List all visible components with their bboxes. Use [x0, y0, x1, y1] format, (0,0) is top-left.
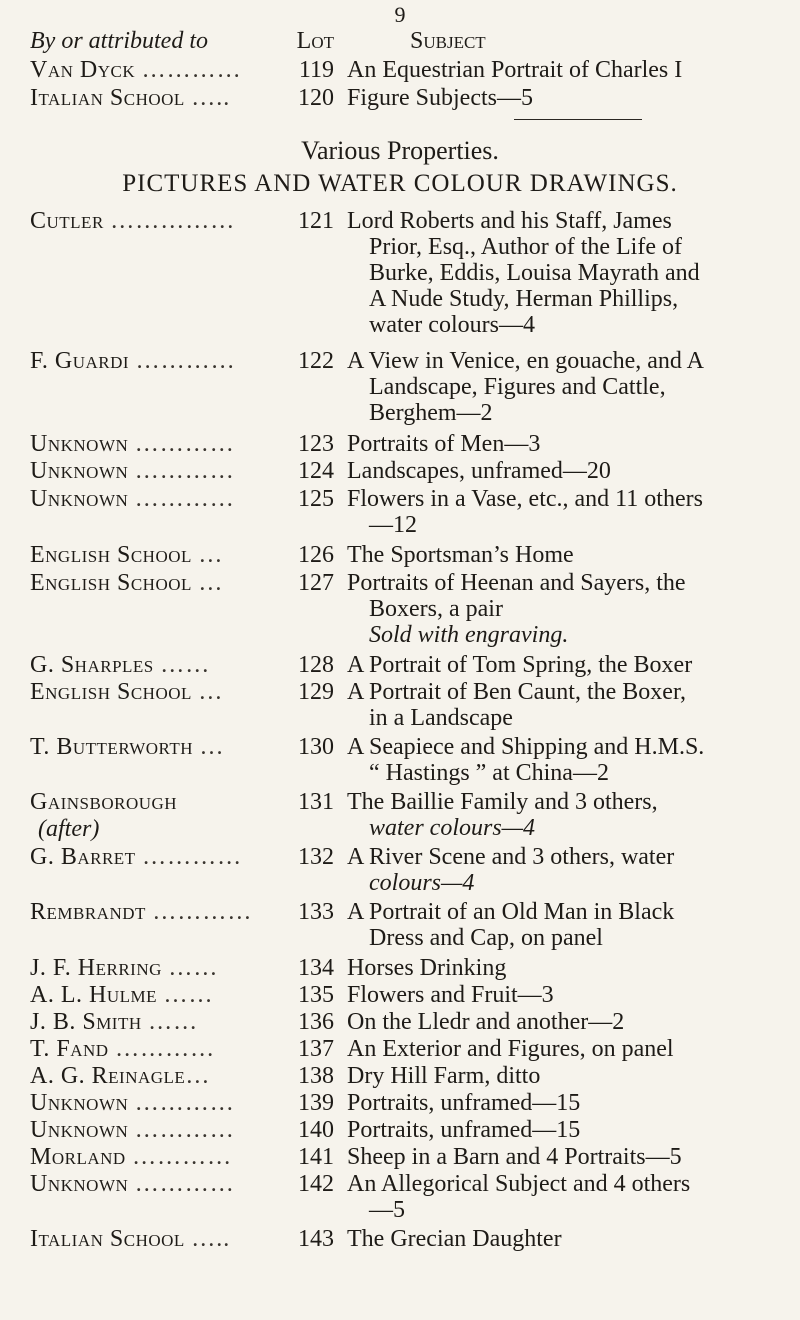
lot-number: 124	[298, 458, 334, 484]
section-title: Various Properties.	[301, 136, 499, 165]
lot-artist: Van Dyck …………	[30, 57, 242, 83]
column-header-row	[30, 28, 790, 58]
lot-number: 133	[298, 899, 334, 925]
lot-subject: Portraits, unframed—15	[347, 1090, 581, 1116]
lot-number: 130	[298, 734, 334, 760]
main-title: PICTURES AND WATER COLOUR DRAWINGS.	[122, 170, 678, 197]
lot-subject: Flowers and Fruit—3	[347, 982, 554, 1008]
lot-number: 136	[298, 1009, 334, 1035]
lot-number: 139	[298, 1090, 334, 1116]
lot-subject: Landscapes, unframed—20	[347, 458, 611, 484]
lot-number: 137	[298, 1036, 334, 1062]
lot-number: 123	[298, 431, 334, 457]
lot-subject: Lord Roberts and his Staff, James Prior, Esq., Author of the Life of Burke, Eddis, Louisa Mayrath and A Nude Study, Herman Phillips, water colours—4	[347, 208, 700, 338]
lot-number: 126	[298, 542, 334, 568]
lot-subject: On the Lledr and another—2	[347, 1009, 625, 1035]
lot-artist: G. Sharples ……	[30, 652, 211, 678]
page-number: 9	[394, 2, 406, 27]
lot-number: 128	[298, 652, 334, 678]
lot-number: 138	[298, 1063, 334, 1089]
divider-rule	[514, 119, 642, 120]
lot-number: 143	[298, 1226, 334, 1252]
lot-entry	[30, 85, 790, 115]
lot-number: 135	[298, 982, 334, 1008]
lot-number: 140	[298, 1117, 334, 1143]
lot-artist: Italian School …..	[30, 1226, 231, 1252]
lot-artist: A. G. Reinagle…	[30, 1063, 211, 1089]
lot-artist: Unknown …………	[30, 431, 235, 457]
lot-subject: Portraits of Men—3	[347, 431, 541, 457]
lot-subject: A River Scene and 3 others, water colours—4	[347, 844, 675, 896]
lot-number: 122	[298, 348, 334, 374]
lot-artist: Gainsborough	[30, 789, 178, 815]
lot-subject: Portraits, unframed—15	[347, 1117, 581, 1143]
lot-artist: Unknown …………	[30, 1117, 235, 1143]
lot-subject: Dry Hill Farm, ditto	[347, 1063, 541, 1089]
lot-artist: Unknown …………	[30, 1171, 235, 1197]
lot-number: 142	[298, 1171, 334, 1197]
lot-artist: Unknown …………	[30, 486, 235, 512]
lot-subject: A Portrait of an Old Man in Black Dress and Cap, on panel	[347, 899, 675, 951]
lot-number: 132	[298, 844, 334, 870]
lot-artist: Morland …………	[30, 1144, 233, 1170]
lot-subject: Figure Subjects—5	[347, 85, 533, 111]
lot-artist: English School …	[30, 679, 224, 705]
lot-artist: G. Barret …………	[30, 844, 243, 870]
lot-artist-note: (after)	[38, 816, 100, 842]
lot-subject: A Seapiece and Shipping and H.M.S. “ Hastings ” at China—2	[347, 734, 705, 786]
lot-artist: English School …	[30, 570, 224, 596]
lot-subject: An Equestrian Portrait of Charles I	[347, 57, 683, 83]
lot-number: 125	[298, 486, 334, 512]
lot-artist: Unknown …………	[30, 1090, 235, 1116]
lot-number: 119	[298, 57, 334, 83]
lot-subject: A Portrait of Ben Caunt, the Boxer, in a Landscape	[347, 679, 686, 731]
header-subject: Subject	[410, 28, 486, 54]
lot-entry	[30, 57, 790, 87]
lot-artist: Italian School …..	[30, 85, 231, 111]
lot-subject: Flowers in a Vase, etc., and 11 others —12	[347, 486, 703, 538]
lot-artist: T. Butterworth …	[30, 734, 225, 760]
lot-subject: An Allegorical Subject and 4 others —5	[347, 1171, 691, 1223]
lot-number: 134	[298, 955, 334, 981]
lot-subject: Horses Drinking	[347, 955, 507, 981]
header-lot: Lot	[296, 28, 334, 54]
lot-artist: J. F. Herring ……	[30, 955, 219, 981]
lot-number: 129	[298, 679, 334, 705]
lot-number: 141	[298, 1144, 334, 1170]
lot-number: 120	[298, 85, 334, 111]
lot-number: 121	[298, 208, 334, 234]
lot-subject: The Grecian Daughter	[347, 1226, 562, 1252]
lot-artist: T. Fand …………	[30, 1036, 216, 1062]
lot-artist: Cutler ……………	[30, 208, 236, 234]
lot-subject: The Sportsman’s Home	[347, 542, 574, 568]
lot-artist: Unknown …………	[30, 458, 235, 484]
lot-subject: The Baillie Family and 3 others, water colours—4	[347, 789, 658, 841]
lot-artist: English School …	[30, 542, 224, 568]
header-artist: By or attributed to	[30, 28, 208, 54]
lot-subject: A Portrait of Tom Spring, the Boxer	[347, 652, 693, 678]
lot-artist: F. Guardi …………	[30, 348, 236, 374]
lot-subject: An Exterior and Figures, on panel	[347, 1036, 674, 1062]
lot-artist: J. B. Smith ……	[30, 1009, 199, 1035]
lot-artist: Rembrandt …………	[30, 899, 253, 925]
lot-subject: Portraits of Heenan and Sayers, the Boxers, a pair Sold with engraving.	[347, 570, 686, 648]
lot-number: 131	[298, 789, 334, 815]
lot-artist: A. L. Hulme ……	[30, 982, 214, 1008]
lot-subject: Sheep in a Barn and 4 Portraits—5	[347, 1144, 682, 1170]
lot-number: 127	[298, 570, 334, 596]
lot-subject: A View in Venice, en gouache, and A Landscape, Figures and Cattle, Berghem—2	[347, 348, 704, 426]
